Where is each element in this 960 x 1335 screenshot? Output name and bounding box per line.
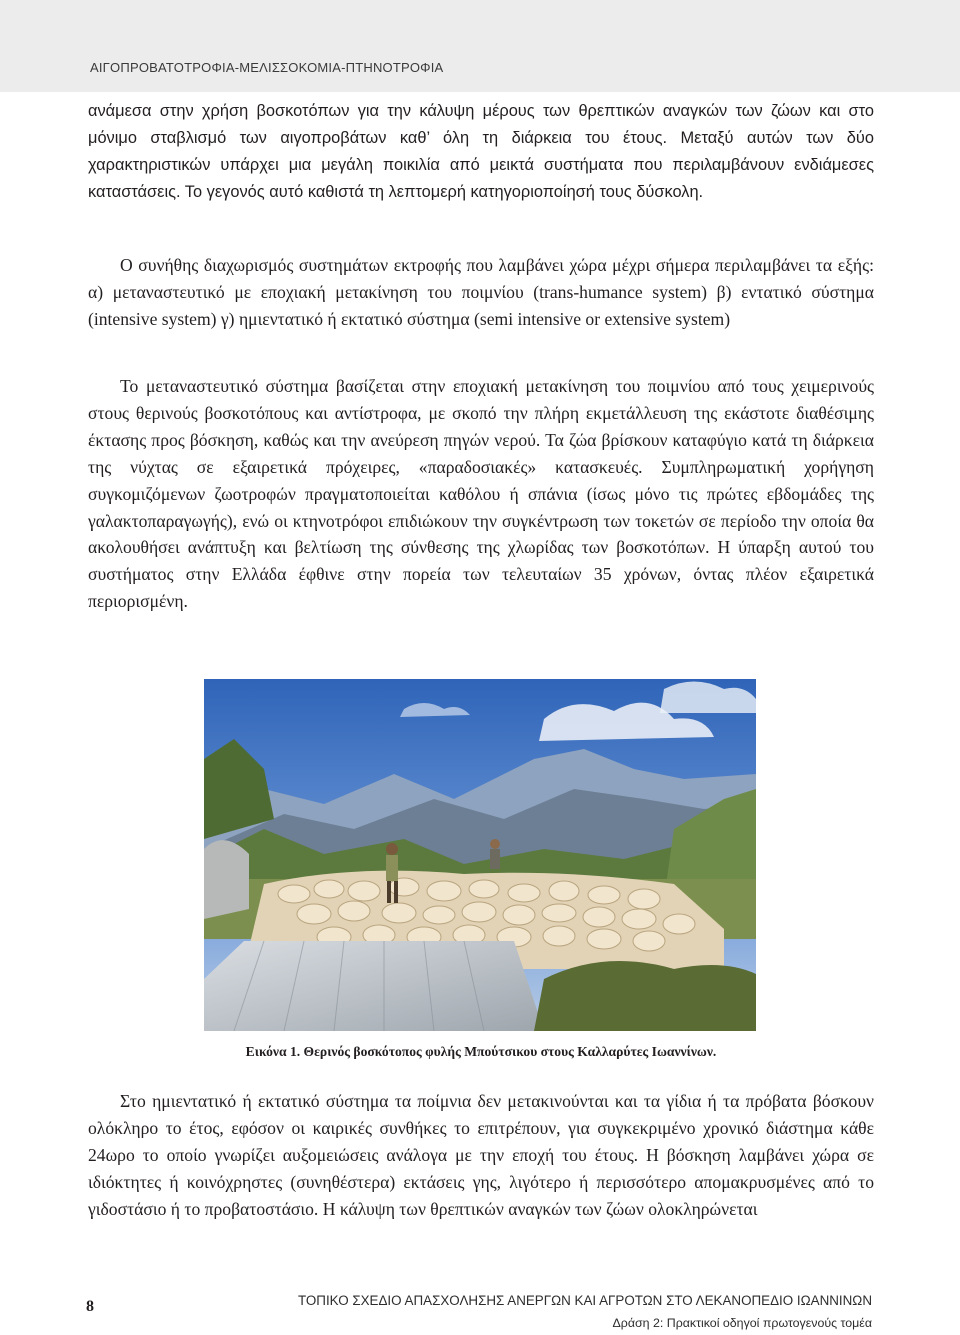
header-band: [0, 0, 960, 92]
photo-summer-pasture: [204, 679, 756, 1031]
paragraph-semi-intensive: Στο ημιεντατικό ή εκτατικό σύστημα τα ποίμνια δεν μετακινούνται και τα γίδια ή τα πρόβατα βόσκουν ολόκληρο το έτος, εφόσον οι καιρικές συνθήκες το επιτρέπουν, για συγκεκριμένο χρονικό διάστημα κάθε 24ωρο το οποίο γνωρίζει αυξομειώσεις ανάλογα με την εποχή του έτους. Η βόσκηση λαμβάνει χώρα σε ιδιόκτητες ή κοινόχρηστες (συνηθέστερα) εκτάσεις γης, λιγότερο ή περισσότερο απομακρυσμένες από το γιδοστάσιο ή το προβατοστάσιο. Η κάλυψη των θρεπτικών αναγκών των ζώων ολοκληρώνεται: [88, 1091, 874, 1219]
paragraph-systems-list: Ο συνήθης διαχωρισμός συστημάτων εκτροφής που λαμβάνει χώρα μέχρι σήμερα περιλαμβάνει τα εξής: α) μεταναστευτικό με εποχιακή μετακίνηση του ποιμνίου (trans-humance system) β) εντατικό σύστημα (intensive system) γ) ημιεντατικό ή εκτατικό σύστημα (semi intensive or extensive system): [88, 255, 874, 329]
paragraph-continuation: ανάμεσα στην χρήση βοσκοτόπων για την κάλυψη μέρους των θρεπτικών αναγκών των ζώων και στο μόνιμο σταβλισμό των αιγοπροβάτων καθ’ όλη τη διάρκεια του έτους. Μεταξύ αυτών των δύο χαρακτηριστικών υπάρχει μια μεγάλη ποικιλία από μεικτά συστήματα που περιλαμβάνουν ενδιάμεσες καταστάσεις. Το γεγονός αυτό καθιστά τη λεπτομερή κατηγοριοποίησή τους δύσκολη.: [88, 102, 874, 201]
footer-title: ΤΟΠΙΚΟ ΣΧΕΔΙΟ ΑΠΑΣΧΟΛΗΣΗΣ ΑΝΕΡΓΩΝ ΚΑΙ ΑΓΡΟΤΩΝ ΣΤΟ ΛΕΚΑΝΟΠΕΔΙΟ ΙΩΑΝΝΙΝΩΝ: [297, 1293, 872, 1308]
running-head: ΑΙΓΟΠΡΟΒΑΤΟΤΡΟΦΙΑ-ΜΕΛΙΣΣΟΚΟΜΙΑ-ΠΤΗΝΟΤΡΟΦΙΑ: [90, 60, 444, 75]
paragraph-transhumance: Το μεταναστευτικό σύστημα βασίζεται στην εποχιακή μετακίνηση του ποιμνίου από τους χειμερινούς στους θερινούς βοσκοτόπους και αντίστροφα, με σκοπό την πλήρη εκμετάλλευση της εκάστοτε διαθέσιμης έκτασης προς βόσκηση, καθώς και την ανεύρεση πηγών νερού. Τα ζώα βρίσκουν καταφύγιο κατά τη διάρκεια της νύχτας σε εξαιρετικά πρόχειρες, «παραδοσιακές» κατασκευές. Συμπληρωματική χορήγηση συγκομιζόμενων ζωοτροφών πραγματοποιείται καθόλου ή σπάνια (ίσως μόνο τις πρώτες εβδομάδες της γαλακτοπαραγωγής), ενώ οι κτηνοτρόφοι επιδιώκουν την συγκέντρωση των τοκετών σε περίοδο την οποία θα ακολουθήσει ανάπτυξη και βελτίωση της σύνθεσης της χλωρίδας των βοσκοτόπων. Η ύπαρξη αυτού του συστήματος στην Ελλάδα έφθινε στην πορεία των τελευταίων 35 χρόνων, όντας πλέον εξαιρετικά περιορισμένη.: [88, 376, 874, 612]
page-number: 8: [86, 1298, 94, 1315]
figure-caption: Εικόνα 1. Θερινός βοσκότοπος φυλής Μπούτσικου στους Καλλαρύτες Ιωαννίνων.: [245, 1044, 717, 1059]
footer-subtitle: Δράση 2: Πρακτικοί οδηγοί πρωτογενούς τομέα: [612, 1316, 872, 1330]
